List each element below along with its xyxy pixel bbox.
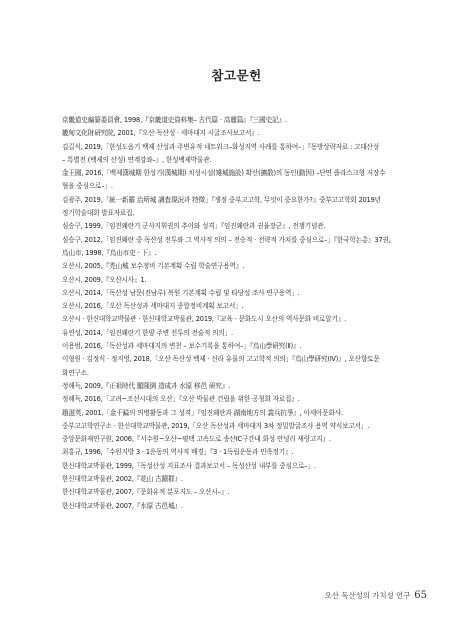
reference-line: 한신대학교박물관, 1999,「독성산성 지표조사 결과보고서 – 독성산성 내부를 중심으로–」. <box>62 461 316 470</box>
reference-line: 京畿道史編纂委員會, 1998,『京畿道史資料集– 古代篇 · 高麗篇』『三國史記』. <box>62 116 287 124</box>
reference-entry <box>62 460 417 473</box>
reference-entry <box>62 327 417 340</box>
reference-line: 烏山市, 1998,『烏山市史 · 下』. <box>62 248 157 257</box>
reference-line: 이용범, 2016,「독산성과 세마대지의 변천 – 보수기록을 통하여–」『烏山學研究(Ⅱ)』. <box>62 342 302 351</box>
reference-line: 정기학술대회 발표자료집. <box>62 209 135 218</box>
reference-entry <box>62 234 417 261</box>
reference-line: 심승구, 2012,「임진왜란 중 독산성 전투와 그 역사적 의의 – 전승적 · 전략적 가치를 중심으로–」『한국학논총』37권, <box>62 235 391 244</box>
reference-line: 오산시, 2014,「독산성 남문(진남루) 복원 기본계획 수립 및 타당성 조사 연구용역」. <box>62 288 300 297</box>
reference-entry <box>62 167 417 194</box>
reference-entry <box>62 393 417 406</box>
reference-entry <box>62 274 417 287</box>
reference-line: 한신대학교박물관, 2007,『水原 古邑城』. <box>62 501 183 510</box>
reference-line: – 특별전 (백제의 산성) 연계강좌–』, 한성백제박물관. <box>62 155 212 164</box>
running-title: 오산 독산성의 가치성 연구 <box>324 591 411 600</box>
reference-line: 金王國, 2016,「백제漢城期 한성기(漢城期) 치성시설(雉城施設) 확산(擴散)의 동인(動因) –단면 플라스크형 저장수 <box>62 169 386 178</box>
reference-line: 오산시 · 한신대학교박물관 · 한신대학교박물관, 2019,『교육 · 문화도시 오산의 역사문화 비로알기』. <box>62 315 347 324</box>
reference-line: 김길식, 2019,「한성도읍기 백제 산성과 주변유적 네트워크–화성지역 사례를 통하여–」『동방상략자료 : 고대산성 <box>62 142 379 151</box>
reference-line: 한신대학교박물관, 2007,『문화유적 분포지도 – 오산시–』. <box>62 488 230 497</box>
reference-line: 화연구소. <box>62 368 89 377</box>
reference-line: 한신대학교박물관, 2002,『花山 古蹟群』. <box>62 475 183 484</box>
reference-line: 유연성, 2014,「임진왜란기 한양 주변 전투의 전술적 의의」. <box>62 328 233 337</box>
reference-entry <box>62 473 417 486</box>
reference-line: 중앙문화재연구원, 2006,『서수원~오산~평택 고속도로 송산IC구간내 화성 안녕리 새랑고지』. <box>62 435 331 444</box>
reference-entry <box>62 433 417 446</box>
reference-line: 혈을 중심으로–」. <box>62 182 113 191</box>
reference-entry <box>62 141 417 168</box>
reference-line: 중부고고학연구소 · 한신대학교박물관, 2019,「오산 독산성과 세마대지 3차 정밀발굴조사 용역 약식보고서」. <box>62 421 370 430</box>
reference-entry <box>62 287 417 300</box>
reference-line: 정해득, 2009,『正祖時代 顯隆園 造成과 水原 移邑 研究』. <box>62 381 231 390</box>
reference-entry <box>62 300 417 313</box>
reference-line: 오산시, 2009,『오산시사』1. <box>62 275 147 284</box>
reference-entry <box>62 380 417 393</box>
reference-entry <box>62 194 417 221</box>
reference-entry <box>62 340 417 353</box>
reference-entry <box>62 260 417 273</box>
reference-line: 정해득, 2016,「고려~조선시대의 오산」『오산 박물관 건립을 위한 공청회 자료집』. <box>62 395 300 404</box>
reference-entry <box>62 446 417 459</box>
reference-line: 오산시, 2016,「오산 독산성과 세마대지 종합정비계획 보고서」. <box>62 302 244 311</box>
reference-line: 심승구, 1999,「임진왜란기 군사지휘권의 추이와 성격」『임진왜란과 권율장군』, 전쟁기념관. <box>62 222 326 231</box>
reference-entry <box>62 127 417 140</box>
reference-line: 畿甸文化財研究院, 2001,『오산 독산성 · 세마대지 시굴조사보고서』. <box>62 129 260 138</box>
reference-line: 이형원 · 김정식 · 정지영, 2018,「오산 독산성 백제 · 신라 유물의 고고학적 의의」『烏山學研究(Ⅳ)』, 오산향토문 <box>62 355 380 364</box>
page-title: 참고문헌 <box>211 68 262 83</box>
reference-entry <box>62 486 417 499</box>
reference-line: 최홍규, 1996,「수원지방 3 · 1운동의 역사적 배경」『3 · 1독립운동과 민족정기』. <box>62 448 294 457</box>
reference-entry <box>62 500 417 513</box>
reference-entry <box>62 313 417 326</box>
reference-line: 趙滋英, 2001,「金千鎰의 의병활동과 그 성격」『임진왜란과 湖南地方의 義兵抗爭』, 아세아문화사. <box>62 408 343 417</box>
page-number: 65 <box>414 590 427 601</box>
reference-entry <box>62 220 417 233</box>
reference-entry <box>62 420 417 433</box>
page-footer <box>325 590 427 601</box>
reference-entry <box>62 353 417 380</box>
reference-entry <box>62 407 417 420</box>
reference-entry <box>62 114 417 127</box>
reference-list <box>62 114 417 513</box>
reference-line: 김광주, 2019,「統一新羅 治所城 調査現況과 特徵」『쟁점 중부고고학, 무엇이 중요한가?』중부고고학회 2019년 <box>62 195 381 204</box>
reference-line: 오산시, 2005,『禿山城 보수정비 기본계획 수립 학술연구용역』. <box>62 262 245 271</box>
